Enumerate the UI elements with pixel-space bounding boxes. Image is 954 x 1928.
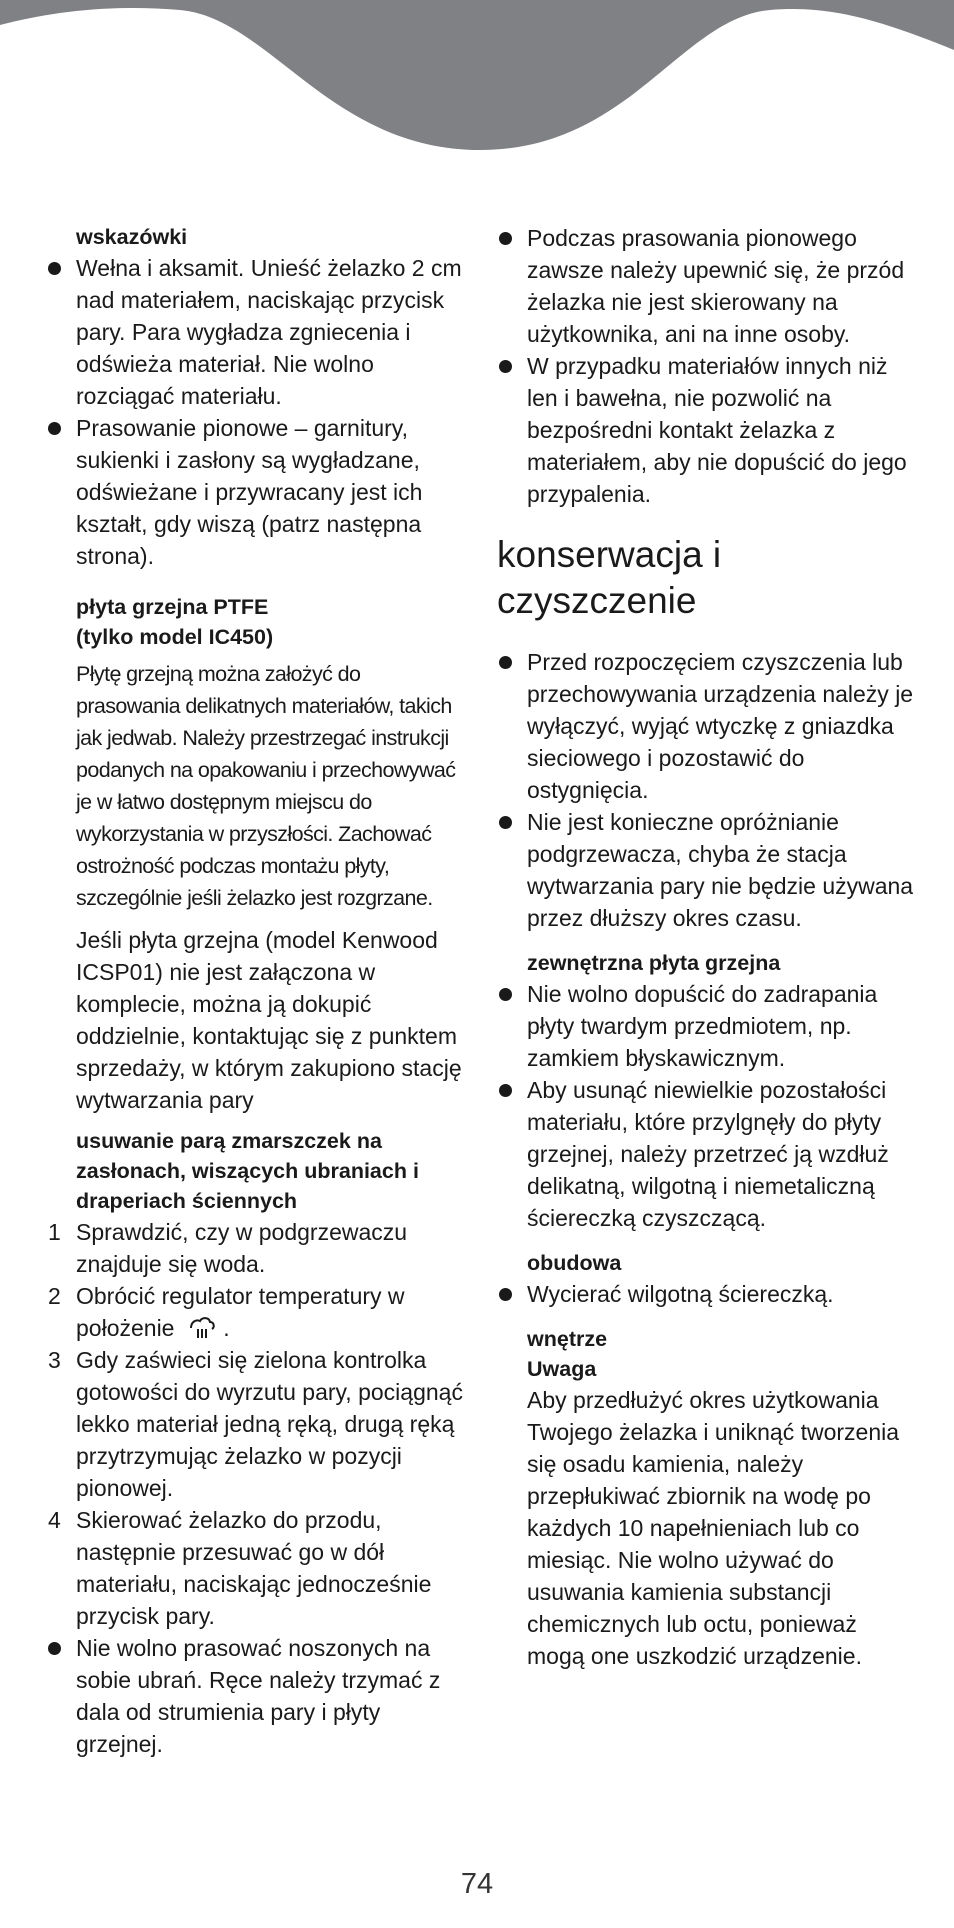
list-item <box>497 978 917 1074</box>
plate-text: Nie wolno dopuścić do zadrapania płyty twardym przedmiotem, np. zamkiem błyskawicznym. <box>527 981 878 1071</box>
bullet-icon <box>499 360 512 373</box>
bullet-icon <box>499 816 512 829</box>
list-item <box>497 1278 917 1310</box>
care-text: Nie jest konieczne opróżnianie podgrzewacza, chyba że stacja wytwarzania pary nie będzie używana przez dłuższy okres czasu. <box>527 809 914 931</box>
list-item <box>497 222 917 350</box>
list-item <box>497 350 917 510</box>
step-number: 4 <box>48 1507 61 1533</box>
list-item <box>497 806 917 934</box>
left-column <box>46 222 466 1760</box>
step-text: Obrócić regulator temperatury w położenie <box>76 1283 405 1341</box>
bullet-icon <box>48 262 61 275</box>
right-column <box>497 222 917 1672</box>
step-item <box>46 1280 466 1344</box>
list-item <box>497 646 917 806</box>
list-item <box>497 1074 917 1234</box>
bullet-icon <box>48 422 61 435</box>
steam-heading: usuwanie parą zmarszczek na zasłonach, wiszących ubraniach i draperiach ściennych <box>76 1129 419 1213</box>
list-item <box>46 412 466 572</box>
bullet-icon <box>499 1084 512 1097</box>
ptfe-heading: płyta grzejna PTFE <box>76 595 269 619</box>
bullet-icon <box>499 656 512 669</box>
list-item <box>46 252 466 412</box>
ptfe-text-2: Jeśli płyta grzejna (model Kenwood ICSP01) nie jest załączona w komplecie, można ją dokupić oddzielnie, kontaktując się z punktem sprzedaży, w którym zakupiono stację wytwarzania pary <box>76 927 462 1113</box>
warning-text: W przypadku materiałów innych niż len i bawełna, nie pozwolić na bezpośredni kontakt żelazka z materiałem, aby nie dopuścić do jego przypalenia. <box>527 353 907 507</box>
page-number: 74 <box>460 1868 494 1900</box>
section-title: konserwacja i czyszczenie <box>497 534 722 621</box>
bullet-icon <box>48 1642 61 1655</box>
step-text: Gdy zaświeci się zielona kontrolka gotowości do wyrzutu pary, pociągnąć lekko materiał jedną ręką, drugą ręką przytrzymując żelazko w pozycji pionowej. <box>76 1347 463 1501</box>
warning-text: Podczas prasowania pionowego zawsze należy upewnić się, że przód żelazka nie jest skierowany na użytkownika, ani na inne osoby. <box>527 225 905 347</box>
step-text: Sprawdzić, czy w podgrzewaczu znajduje się woda. <box>76 1219 408 1277</box>
steam-setting-icon <box>187 1314 217 1340</box>
step-item <box>46 1344 466 1504</box>
housing-text: Wycierać wilgotną ściereczką. <box>527 1281 834 1307</box>
step-number: 2 <box>48 1283 61 1309</box>
plate-heading: zewnętrzna płyta grzejna <box>527 951 781 975</box>
bullet-icon <box>499 988 512 1001</box>
step-number: 1 <box>48 1219 61 1245</box>
step-text: Skierować żelazko do przodu, następnie przesuwać go w dół materiału, naciskając jednocześnie przycisk pary. <box>76 1507 432 1629</box>
step-item <box>46 1504 466 1632</box>
step-item <box>46 1216 466 1280</box>
hint-text: Wełna i aksamit. Unieść żelazko 2 cm nad materiałem, naciskając przycisk pary. Para wygładza zgniecenia i odświeża materiał. Nie wolno rozciągać materiału. <box>76 255 462 409</box>
header-wave <box>0 0 954 160</box>
plate-text: Aby usunąć niewielkie pozostałości materiału, które przylgnęły do płyty grzejnej, należy przetrzeć ją wzdłuż delikatną, wilgotną i niemetaliczną ściereczką czyszczącą. <box>527 1077 889 1231</box>
hints-heading: wskazówki <box>76 225 188 249</box>
ptfe-text: Płytę grzejną można założyć do prasowania delikatnych materiałów, takich jak jedwab. Należy przestrzegać instrukcji podanych na opakowaniu i przechowywać je w łatwo dostępnym miejscu do wykorzystania w przyszłości. Zachować ostrożność podczas montażu płyty, szczególnie jeśli żelazko jest rozgrzane. <box>76 662 456 910</box>
bullet-icon <box>499 232 512 245</box>
inside-heading: wnętrze <box>527 1327 608 1351</box>
housing-heading: obudowa <box>527 1251 622 1275</box>
note-heading: Uwaga <box>527 1357 597 1381</box>
note-text: Aby przedłużyć okres użytkowania Twojego żelazka i uniknąć tworzenia się osadu kamienia, należy przepłukiwać zbiornik na wodę po każdych 10 napełnieniach lub co miesiąc. Nie wolno używać do usuwania kamienia substancji chemicznych lub octu, ponieważ mogą one uszkodzić urządzenie. <box>527 1387 900 1669</box>
ptfe-heading-model: (tylko model IC450) <box>76 625 274 649</box>
step-number: 3 <box>48 1347 61 1373</box>
list-item <box>46 1632 466 1760</box>
warning-text: Nie wolno prasować noszonych na sobie ubrań. Ręce należy trzymać z dala od strumienia pary i płyty grzejnej. <box>76 1635 441 1757</box>
bullet-icon <box>499 1288 512 1301</box>
hint-text: Prasowanie pionowe – garnitury, sukienki i zasłony są wygładzane, odświeżane i przywracany jest ich kształt, gdy wiszą (patrz następna strona). <box>76 415 423 569</box>
care-text: Przed rozpoczęciem czyszczenia lub przechowywania urządzenia należy je wyłączyć, wyjąć wtyczkę z gniazdka sieciowego i pozostawić do ostygnięcia. <box>527 649 914 803</box>
step-suffix: . <box>223 1315 230 1341</box>
